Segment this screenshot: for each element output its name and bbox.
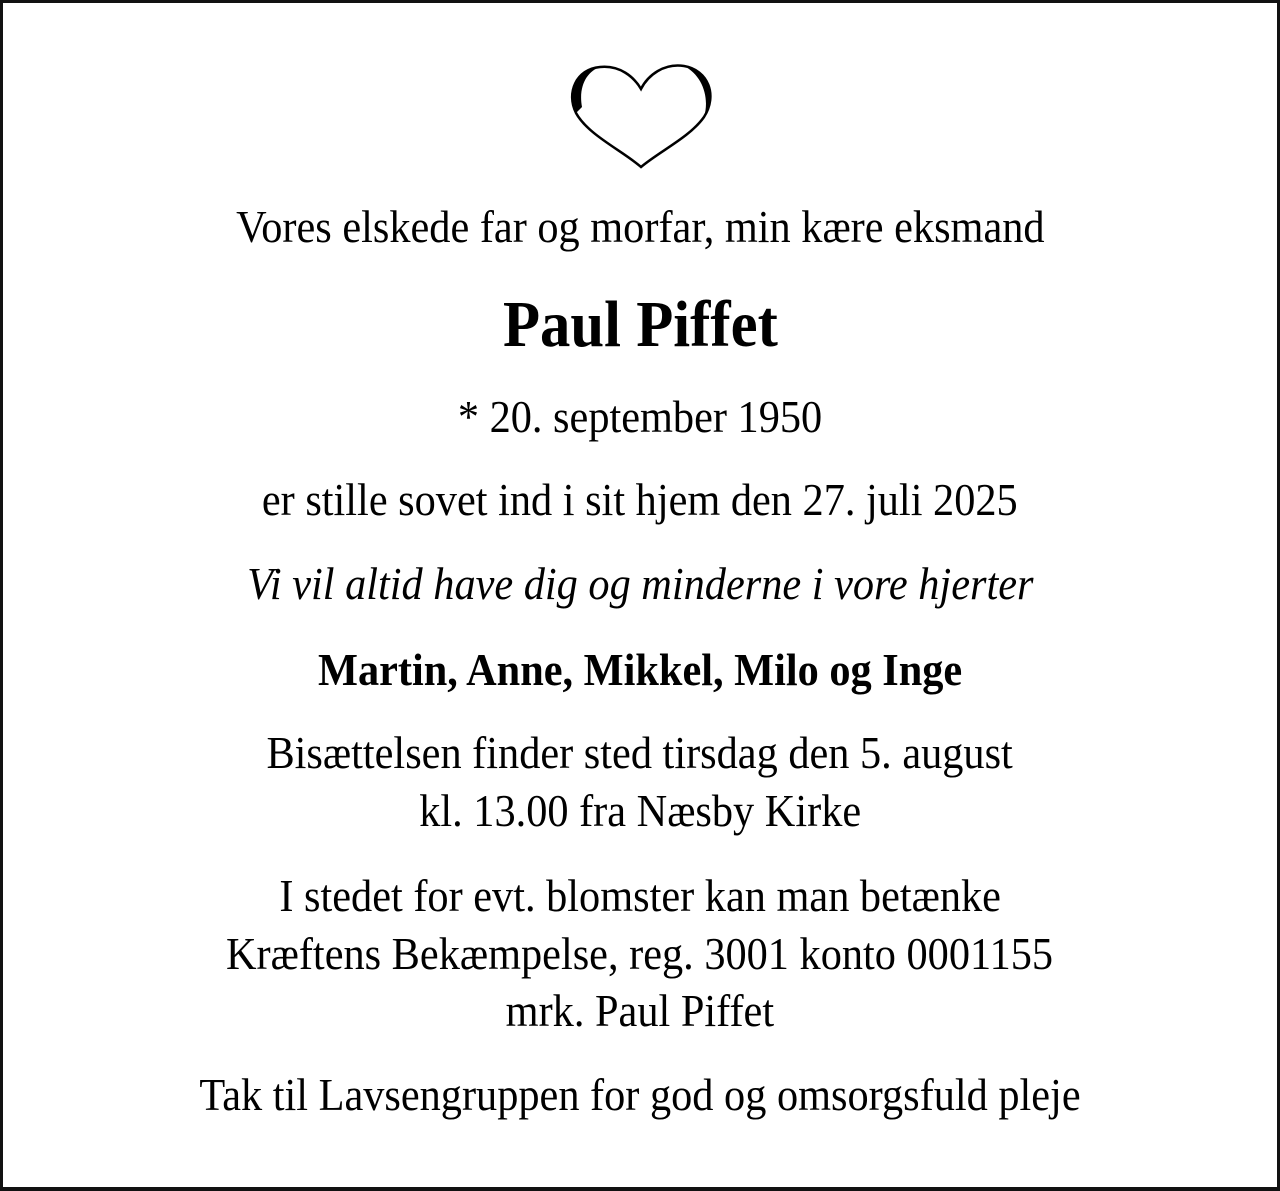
thanks-text: Tak til Lavsengruppen for god og omsorgsfuld pleje bbox=[199, 1069, 1081, 1120]
donation-line-3: mrk. Paul Piffet bbox=[505, 985, 775, 1036]
donation-line-2: Kræftens Bekæmpelse, reg. 3001 konto 0001155 bbox=[226, 928, 1054, 979]
death-notice: er stille sovet ind i sit hjem den 27. juli 2025 bbox=[262, 474, 1018, 525]
donation-line-1: I stedet for evt. blomster kan man betænke bbox=[279, 870, 1001, 921]
funeral-line-2: kl. 13.00 fra Næsby Kirke bbox=[419, 785, 861, 836]
funeral-line-1: Bisættelsen finder sted tirsdag den 5. august bbox=[266, 727, 1014, 778]
deceased-name: Paul Piffet bbox=[502, 288, 778, 361]
memorial-quote: Vi vil altid have dig og minderne i vore hjerter bbox=[246, 558, 1034, 609]
family-names: Martin, Anne, Mikkel, Milo og Inge bbox=[317, 644, 963, 695]
heart-icon bbox=[568, 63, 714, 169]
intro-text: Vores elskede far og morfar, min kære eksmand bbox=[235, 201, 1045, 252]
birth-date: * 20. september 1950 bbox=[457, 391, 823, 442]
